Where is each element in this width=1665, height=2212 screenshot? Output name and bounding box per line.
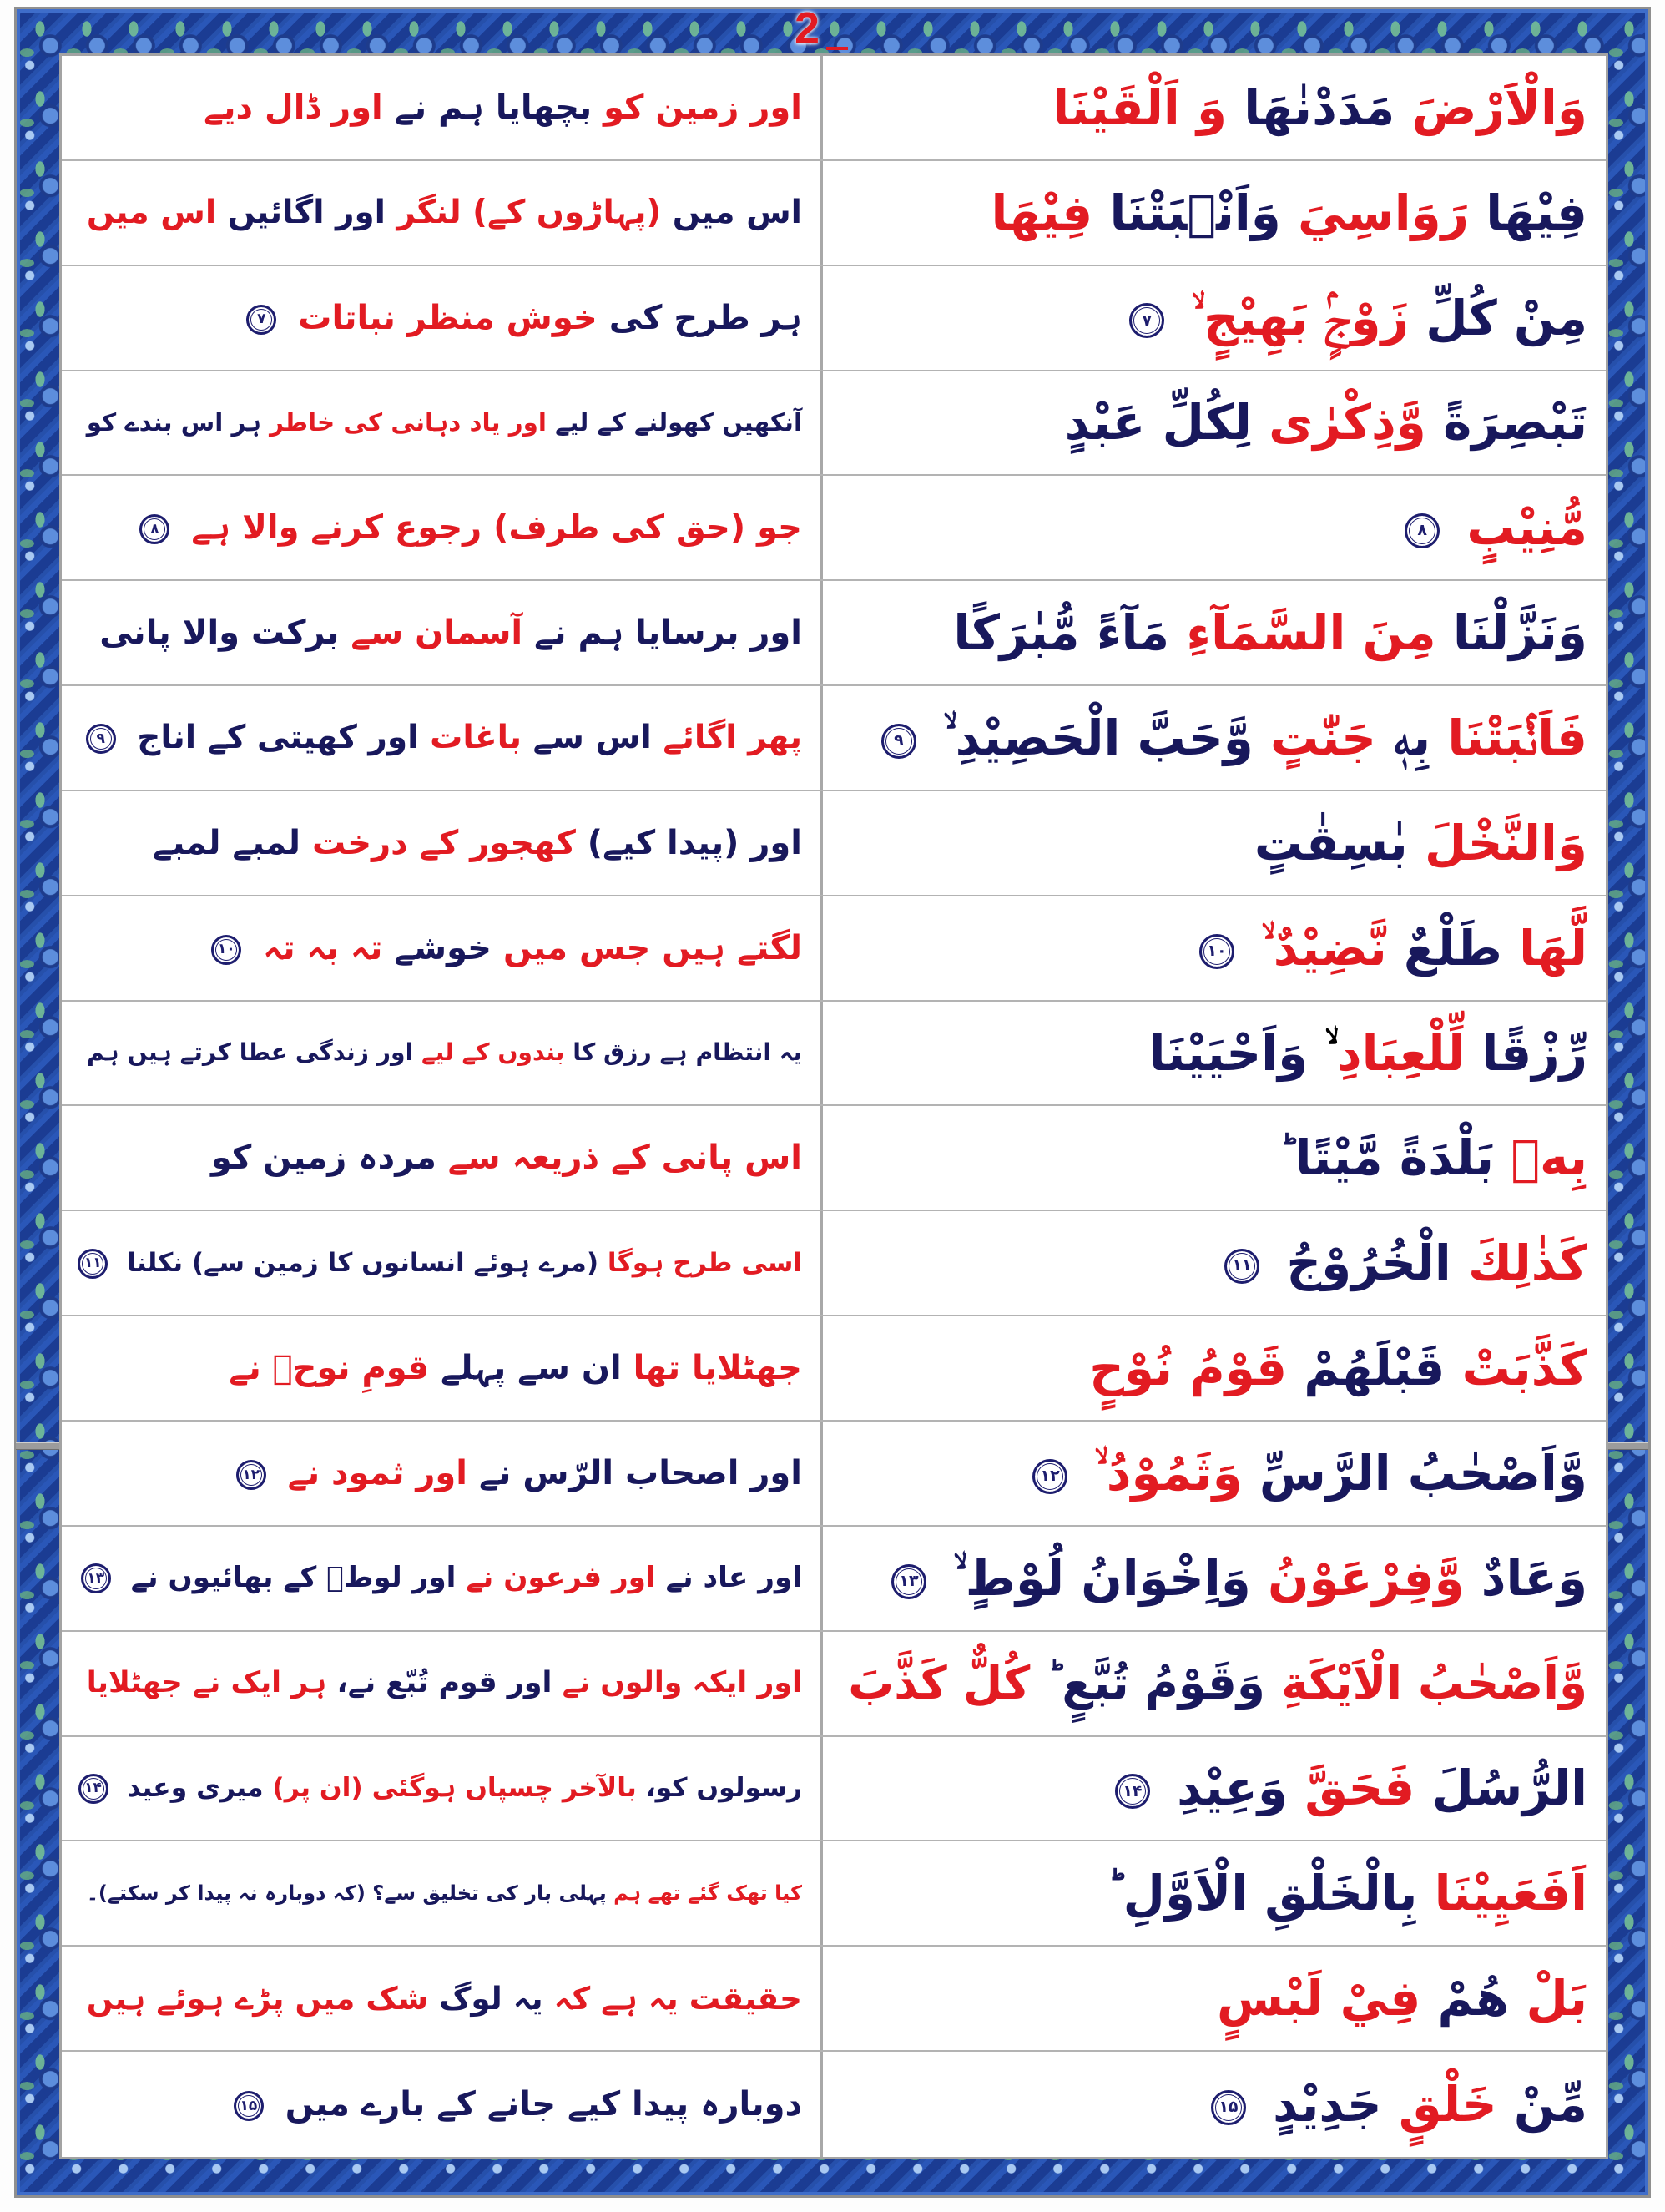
- urdu-line: [246, 294, 802, 342]
- verse-row: [62, 686, 1606, 791]
- urdu-segment: شک میں پڑے ہوئے ہیں: [86, 1980, 429, 2018]
- urdu-line: [87, 189, 802, 236]
- verse-row: [62, 371, 1606, 477]
- urdu-segment: ہر اس بندے کو: [86, 408, 261, 437]
- urdu-line: [204, 83, 802, 132]
- verse-row: [62, 581, 1606, 686]
- verse-row: [62, 476, 1606, 581]
- arabic-segment: وَ اَلْقَيْنَا: [1052, 78, 1228, 136]
- urdu-segment: جھٹلایا تھا: [633, 1349, 802, 1388]
- arabic-line: [1224, 1228, 1587, 1298]
- urdu-translation-cell: [62, 1947, 823, 2050]
- urdu-line: [78, 1245, 802, 1282]
- verse-number-marker: ۱۳: [891, 1564, 926, 1599]
- arabic-segment: طَلْعٌ: [1404, 919, 1502, 977]
- arabic-segment: مِّنْ: [1513, 2076, 1587, 2134]
- urdu-translation-cell: [62, 1002, 823, 1105]
- verse-row: [62, 1422, 1606, 1527]
- urdu-line: [87, 405, 802, 441]
- urdu-translation-cell: [62, 1632, 823, 1735]
- arabic-line: [953, 598, 1587, 668]
- urdu-segment: اور (پیدا کیے): [587, 823, 802, 862]
- arabic-verse-cell: [823, 581, 1606, 684]
- verse-row: [62, 896, 1606, 1002]
- urdu-translation-cell: [62, 56, 823, 159]
- arabic-verse-cell: [823, 1737, 1606, 1841]
- arabic-verse-cell: [823, 476, 1606, 579]
- arabic-line: [991, 178, 1587, 248]
- arabic-segment: بٰسِقٰتٍ: [1254, 814, 1408, 871]
- verse-table: [59, 53, 1608, 2159]
- urdu-segment: مردہ زمین کو: [210, 1139, 436, 1178]
- arabic-segment: وَعِيْدِ: [1177, 1760, 1288, 1817]
- arabic-segment: وَالْاَرْضَ: [1411, 78, 1587, 136]
- urdu-translation-cell: [62, 161, 823, 265]
- arabic-segment: لَّهَا: [1519, 919, 1587, 977]
- page-number-rule: [826, 47, 848, 50]
- arabic-line: [1278, 1123, 1587, 1193]
- urdu-segment: اور کھیتی کے اناج: [137, 718, 419, 756]
- urdu-segment: پھر اگائے: [663, 718, 802, 756]
- urdu-segment: اس پانی کے ذریعہ سے: [447, 1139, 802, 1178]
- arabic-segment: مِنَ السَّمَآءِ: [1186, 604, 1436, 662]
- urdu-translation-cell: [62, 266, 823, 370]
- urdu-segment: اور عاد نے: [665, 1560, 802, 1594]
- verse-number-marker: ۱۲: [236, 1460, 266, 1490]
- arabic-line: [881, 703, 1587, 773]
- arabic-line: [848, 1650, 1587, 1716]
- urdu-segment: اس سے: [532, 718, 652, 756]
- arabic-segment: وَّاَصْحٰبُ الْاَيْكَةِ: [1280, 1656, 1587, 1710]
- arabic-line: [1115, 1753, 1587, 1823]
- urdu-line: [87, 1879, 802, 1908]
- urdu-segment: پہلی بار کی تخلیق سے؟ (کہ دوبارہ نہ پیدا کر سکتے)۔: [86, 1881, 607, 1905]
- urdu-segment: آسمان سے: [351, 614, 523, 653]
- arabic-segment: وَّاَصْحٰبُ الرَّسِّ: [1259, 1444, 1587, 1502]
- urdu-line: [153, 819, 802, 867]
- urdu-translation-cell: [62, 581, 823, 684]
- verse-row: [62, 266, 1606, 371]
- arabic-verse-cell: [823, 1211, 1606, 1315]
- urdu-segment: اس میں: [672, 193, 802, 231]
- urdu-translation-cell: [62, 371, 823, 475]
- verse-number-marker: ۷: [1129, 303, 1164, 338]
- urdu-translation-cell: [62, 2052, 823, 2157]
- arabic-verse-cell: [823, 1106, 1606, 1210]
- urdu-segment: جو (حق کی طرف) رجوع کرنے والا ہے: [191, 508, 802, 548]
- arabic-line: [1149, 1018, 1587, 1088]
- verse-number-marker: ۱۴: [78, 1774, 108, 1804]
- arabic-line: [1106, 1858, 1587, 1928]
- arabic-segment: قَبْلَهُمْ: [1304, 1340, 1446, 1397]
- verse-row: [62, 161, 1606, 266]
- arabic-segment: وَالنَّخْلَ: [1425, 814, 1587, 871]
- urdu-line: [139, 503, 802, 552]
- arabic-verse-cell: [823, 161, 1606, 265]
- arabic-verse-cell: [823, 896, 1606, 1000]
- urdu-segment: دوبارہ پیدا کیے جانے کے بارے میں: [285, 2085, 802, 2124]
- arabic-line: [1032, 1438, 1587, 1508]
- urdu-segment: لمبے لمبے: [152, 823, 301, 862]
- urdu-segment: اور برسایا ہم نے: [534, 614, 802, 653]
- arabic-segment: وَثَمُوْدُ ۙ: [1094, 1444, 1243, 1502]
- verse-row: [62, 1002, 1606, 1107]
- urdu-segment: ہر ایک نے جھٹلایا: [86, 1666, 327, 1700]
- arabic-line: [1405, 492, 1587, 563]
- urdu-segment: باغات: [430, 718, 522, 756]
- urdu-line: [87, 1036, 802, 1070]
- urdu-line: [87, 1976, 802, 2021]
- arabic-segment: لِّلْعِبَادِ: [1336, 1024, 1466, 1082]
- arabic-line: [891, 1543, 1587, 1614]
- urdu-segment: بندوں کے لیے: [421, 1038, 565, 1067]
- arabic-segment: فِيْ لَبْسٍ: [1217, 1970, 1421, 2028]
- arabic-verse-cell: [823, 1841, 1606, 1945]
- urdu-translation-cell: [62, 1422, 823, 1525]
- arabic-segment: وَاَنْۢبَتْنَا: [1109, 184, 1281, 241]
- urdu-segment: ان سے پہلے: [441, 1349, 622, 1388]
- arabic-segment: الْخُرُوْجُ: [1286, 1235, 1451, 1292]
- urdu-segment: اور لوطؑ کے بھائیوں نے: [130, 1560, 457, 1594]
- urdu-translation-cell: [62, 1841, 823, 1945]
- urdu-segment: اور اگائیں: [227, 193, 386, 231]
- urdu-line: [236, 1449, 802, 1497]
- urdu-translation-cell: [62, 476, 823, 579]
- arabic-verse-cell: [823, 1632, 1606, 1735]
- verse-number-marker: ۸: [1405, 513, 1440, 548]
- urdu-segment: میری وعید: [127, 1772, 264, 1803]
- arabic-segment: وَقَوْمُ تُبَّعٍ ؕ: [1046, 1656, 1265, 1710]
- arabic-segment: زَوْجٍۢ بَهِيْجٍ ۙ: [1191, 289, 1409, 346]
- urdu-line: [78, 1770, 803, 1807]
- urdu-segment: اور فرعون نے: [466, 1560, 656, 1594]
- urdu-segment: رسولوں کو،: [645, 1772, 802, 1803]
- urdu-segment: تہ بہ تہ: [263, 928, 383, 967]
- verse-row: [62, 1737, 1606, 1842]
- arabic-segment: وَّفِرْعَوْنُ: [1267, 1549, 1465, 1607]
- arabic-segment: الرُّسُلَ: [1431, 1760, 1587, 1817]
- urdu-segment: خوش منظر نباتات: [298, 298, 598, 337]
- arabic-segment: هُمْ: [1437, 1970, 1510, 2028]
- arabic-segment: لِكُلِّ عَبْدٍ: [1064, 394, 1252, 452]
- urdu-segment: برکت والا پانی: [99, 614, 340, 653]
- border-divider-right: [1608, 1442, 1648, 1450]
- urdu-segment: اسی طرح ہوگا: [607, 1247, 802, 1278]
- arabic-segment: كَذٰلِكَ: [1467, 1235, 1587, 1292]
- urdu-segment: اور اصحاب الرّس نے: [478, 1453, 802, 1492]
- verse-number-marker: ۹: [86, 724, 116, 754]
- urdu-segment: اور ایکہ والوں نے: [562, 1666, 802, 1700]
- urdu-line: [211, 924, 802, 972]
- verse-row: [62, 1106, 1606, 1211]
- urdu-segment: اور ڈال دیے: [204, 88, 383, 127]
- arabic-segment: اَفَعَيِيْنَا: [1434, 1865, 1587, 1922]
- verse-number-marker: ۱۱: [1224, 1249, 1259, 1284]
- arabic-verse-cell: [823, 791, 1606, 895]
- verse-row: [62, 1211, 1606, 1316]
- arabic-verse-cell: [823, 1422, 1606, 1525]
- arabic-verse-cell: [823, 1947, 1606, 2050]
- urdu-segment: ہر طرح کی: [608, 298, 802, 337]
- verse-number-marker: ۱۰: [211, 935, 241, 965]
- arabic-verse-cell: [823, 2052, 1606, 2157]
- arabic-segment: وَاِخْوَانُ لُوْطٍ ۙ: [953, 1549, 1251, 1607]
- urdu-translation-cell: [62, 1527, 823, 1630]
- urdu-translation-cell: [62, 791, 823, 895]
- urdu-segment: (مرے ہوئے انسانوں کا زمین سے) نکلنا: [127, 1247, 599, 1278]
- verse-number-marker: ۱۲: [1032, 1459, 1067, 1494]
- urdu-segment: اور زمین کو: [603, 88, 802, 127]
- verse-row: [62, 1632, 1606, 1737]
- arabic-segment: مِنْ كُلِّ: [1425, 289, 1587, 346]
- verse-number-marker: ۱۰: [1199, 934, 1234, 969]
- urdu-line: [234, 2080, 802, 2129]
- urdu-translation-cell: [62, 1106, 823, 1210]
- urdu-line: [229, 1344, 802, 1392]
- arabic-verse-cell: [823, 266, 1606, 370]
- urdu-segment: قومِ نوحؑ نے: [229, 1349, 430, 1388]
- urdu-segment: اور ثمود نے: [287, 1453, 467, 1492]
- arabic-segment: فِيْهَا: [991, 184, 1093, 241]
- arabic-segment: خَلْقٍ: [1398, 2076, 1497, 2134]
- arabic-segment: فِيْهَا: [1486, 184, 1587, 241]
- arabic-segment: بَلْ: [1526, 1970, 1587, 2028]
- arabic-segment: بِهٖ: [1393, 709, 1431, 766]
- urdu-segment: لگتے ہیں جس میں: [502, 928, 802, 967]
- urdu-segment: اور قوم تُبّع نے،: [336, 1666, 552, 1700]
- urdu-segment: اور یاد دہانی کی خاطر: [270, 408, 547, 437]
- urdu-translation-cell: [62, 686, 823, 790]
- urdu-line: [211, 1134, 802, 1182]
- urdu-segment: اور زندگی عطا کرتے ہیں ہم: [87, 1038, 414, 1067]
- arabic-segment: كُلٌّ كَذَّبَ: [848, 1656, 1031, 1710]
- urdu-segment: یہ لوگ: [439, 1980, 543, 2018]
- arabic-segment: كَذَّبَتْ: [1461, 1340, 1587, 1397]
- arabic-segment: فَحَقَّ: [1304, 1760, 1415, 1817]
- urdu-line: [86, 715, 802, 762]
- arabic-segment: فَاَنْۢبَتْنَا: [1447, 709, 1587, 766]
- arabic-line: [1052, 73, 1587, 143]
- verse-number-marker: ۱۳: [81, 1563, 111, 1593]
- verse-row: [62, 1527, 1606, 1632]
- arabic-segment: بِهٖ: [1511, 1129, 1587, 1187]
- arabic-segment: مُّنِيْبٍ: [1466, 499, 1587, 557]
- verse-number-marker: ۱۴: [1115, 1774, 1150, 1809]
- urdu-segment: آنکھیں کھولنے کے لیے: [555, 408, 802, 437]
- arabic-line: [1211, 2069, 1587, 2139]
- arabic-segment: نَّضِيْدٌ ۙ: [1261, 919, 1387, 977]
- arabic-segment: رَوَاسِيَ: [1298, 184, 1470, 241]
- urdu-segment: کیا تھک گئے تھے ہم: [613, 1881, 802, 1905]
- arabic-line: [1199, 913, 1587, 983]
- border-divider-left: [16, 1442, 59, 1450]
- verse-number-marker: ۸: [139, 514, 169, 544]
- verse-row: [62, 1316, 1606, 1422]
- urdu-line: [99, 609, 802, 657]
- arabic-line: [1217, 1963, 1587, 2033]
- arabic-segment: وَنَزَّلْنَا: [1452, 604, 1587, 662]
- urdu-translation-cell: [62, 1737, 823, 1841]
- arabic-verse-cell: [823, 1316, 1606, 1420]
- verse-row: [62, 2052, 1606, 2157]
- arabic-segment: وَعَادٌ: [1481, 1549, 1587, 1607]
- arabic-segment: بَلْدَةً مَّيْتًا ؕ: [1278, 1129, 1495, 1187]
- verse-row: [62, 791, 1606, 896]
- urdu-translation-cell: [62, 1316, 823, 1420]
- arabic-segment: مَدَدْنٰهَا: [1244, 78, 1395, 136]
- arabic-line: [1065, 387, 1587, 457]
- verse-row: [62, 1947, 1606, 2052]
- arabic-segment: رِّزْقًا: [1481, 1024, 1587, 1082]
- arabic-verse-cell: [823, 686, 1606, 790]
- verse-number-marker: ۷: [246, 305, 276, 335]
- urdu-segment: کھجور کے درخت: [311, 823, 576, 862]
- arabic-segment: وَّذِكْرٰى: [1269, 394, 1426, 452]
- arabic-segment: جَدِيْدٍ: [1273, 2076, 1382, 2134]
- arabic-segment: جَنّٰتٍ: [1270, 709, 1376, 766]
- arabic-verse-cell: [823, 371, 1606, 475]
- verse-number-marker: ۱۱: [78, 1249, 108, 1279]
- urdu-translation-cell: [62, 1211, 823, 1315]
- urdu-line: [81, 1558, 802, 1599]
- arabic-segment: بِالْخَلْقِ الْاَوَّلِ ؕ: [1106, 1865, 1418, 1922]
- arabic-segment: قَوْمُ نُوْحٍ: [1089, 1340, 1288, 1397]
- verse-row: [62, 1841, 1606, 1947]
- arabic-line: [1129, 283, 1587, 353]
- arabic-segment: وَّحَبَّ الْحَصِيْدِ ۙ: [943, 709, 1254, 766]
- arabic-segment: مَآءً مُّبٰرَكًا: [953, 604, 1170, 662]
- urdu-segment: یہ انتظام ہے رزق کا: [573, 1038, 802, 1067]
- verse-number-marker: ۱۵: [234, 2091, 264, 2121]
- verse-number-marker: ۱۵: [1211, 2090, 1246, 2125]
- urdu-line: [87, 1662, 802, 1704]
- arabic-verse-cell: [823, 1002, 1606, 1105]
- arabic-line: [1089, 1333, 1587, 1403]
- arabic-line: [1254, 808, 1587, 878]
- arabic-segment: ۙ وَاَحْيَيْنَا: [1148, 1024, 1325, 1082]
- urdu-segment: (پہاڑوں کے) لنگر: [396, 193, 662, 231]
- urdu-segment: حقیقت یہ ہے کہ: [553, 1980, 802, 2018]
- verse-row: [62, 56, 1606, 161]
- urdu-segment: اس میں: [86, 193, 217, 231]
- arabic-verse-cell: [823, 1527, 1606, 1630]
- urdu-segment: خوشے: [394, 928, 492, 967]
- arabic-verse-cell: [823, 56, 1606, 159]
- page-number: 2: [795, 3, 820, 53]
- urdu-segment: بچھایا ہم نے: [394, 88, 593, 127]
- verse-number-marker: ۹: [881, 724, 916, 759]
- urdu-translation-cell: [62, 896, 823, 1000]
- arabic-segment: تَبْصِرَةً: [1443, 394, 1587, 452]
- urdu-segment: بالآخر چسپاں ہوگئی (ان پر): [272, 1772, 637, 1803]
